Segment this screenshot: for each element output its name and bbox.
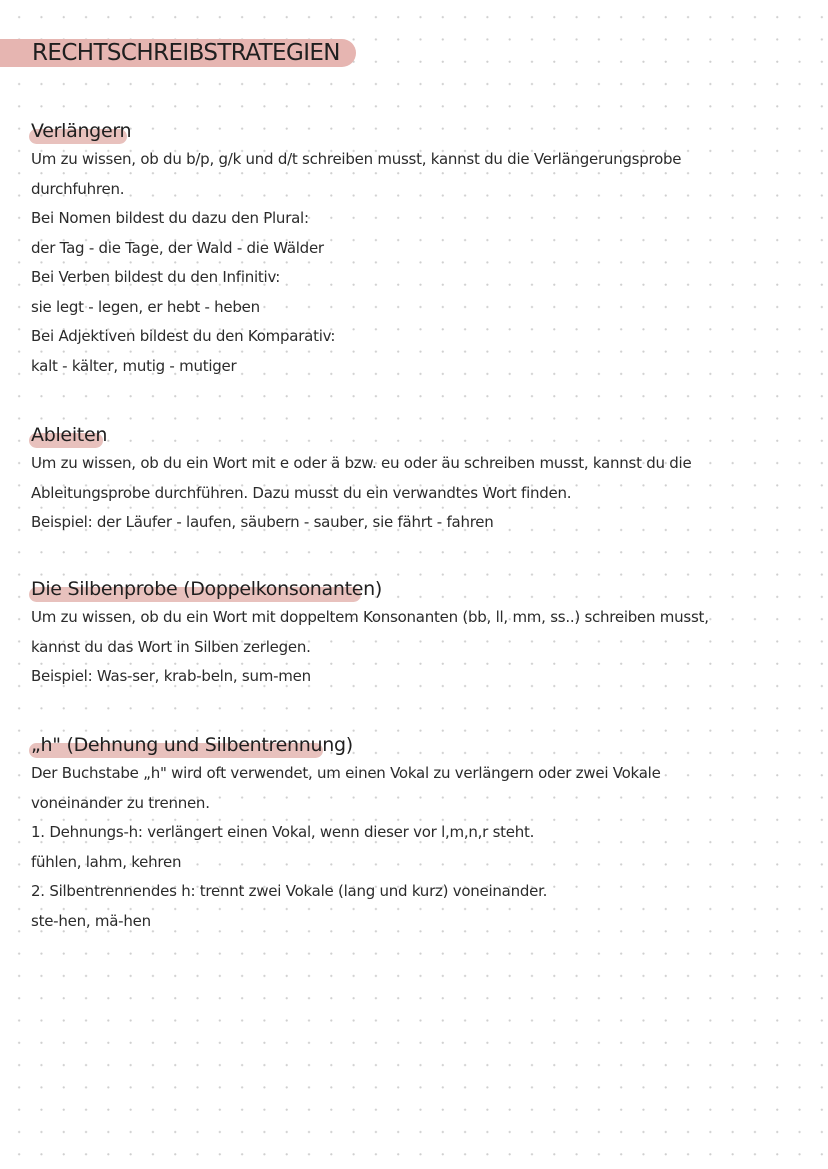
text-line: Bei Adjektiven bildest du den Komparativ: xyxy=(31,327,336,345)
text-line: Der Buchstabe „h" wird oft verwendet, um einen Vokal zu verlängern oder zwei Vokale xyxy=(31,764,661,782)
section-silbenprobe xyxy=(31,575,709,692)
section-heading-text: „h" (Dehnung und Silbentrennung) xyxy=(31,734,353,756)
text-line: Bei Nomen bildest du dazu den Plural: xyxy=(31,209,309,227)
text-line: der Tag - die Tage, der Wald - die Wälder xyxy=(31,238,324,257)
text-line: Ableitungsprobe durchführen. Dazu musst du ein verwandtes Wort finden. xyxy=(31,483,572,502)
text-line: ste-hen, mä-hen xyxy=(31,911,151,930)
text-line: 2. Silbentrennendes h: trennt zwei Vokale (lang und kurz) voneinander. xyxy=(31,882,548,900)
section-heading xyxy=(31,731,353,759)
text-line: kalt - kälter, mutig - mutiger xyxy=(31,356,237,375)
text-line: Bei Verben bildest du den Infinitiv: xyxy=(31,268,281,286)
text-line: 1. Dehnungs-h: verlängert einen Vokal, wenn dieser vor l,m,n,r steht. xyxy=(31,823,535,841)
text-line: kannst du das Wort in Silben zerlegen. xyxy=(31,637,311,656)
text-line: Um zu wissen, ob du b/p, g/k und d/t schreiben musst, kannst du die Verlängerungsprobe xyxy=(31,150,682,168)
text-line: Beispiel: der Läufer - laufen, säubern - sauber, sie fährt - fahren xyxy=(31,513,494,531)
page-title: RECHTSCHREIBSTRATEGIEN xyxy=(32,40,340,66)
page-title-block xyxy=(0,36,360,70)
section-verlaengern xyxy=(31,117,691,381)
text-line: sie legt - legen, er hebt - heben xyxy=(31,297,260,316)
section-heading xyxy=(31,575,382,603)
text-line: fühlen, lahm, kehren xyxy=(31,852,182,871)
section-heading-text: Verlängern xyxy=(31,120,132,142)
section-heading-text: Ableiten xyxy=(31,424,108,446)
section-heading xyxy=(31,117,131,145)
section-heading-text: Die Silbenprobe (Doppelkonsonanten) xyxy=(31,578,383,600)
section-dehnung xyxy=(31,731,691,936)
text-line: durchfuhren. xyxy=(31,179,125,198)
text-line: Um zu wissen, ob du ein Wort mit e oder ä bzw. eu oder äu schreiben musst, kannst du die xyxy=(31,454,692,472)
section-heading xyxy=(31,421,107,449)
text-line: Beispiel: Was-ser, krab-beln, sum-men xyxy=(31,667,311,685)
text-line: voneinander zu trennen. xyxy=(31,793,210,812)
text-line: Um zu wissen, ob du ein Wort mit doppeltem Konsonanten (bb, ll, mm, ss..) schreiben musst, xyxy=(31,608,709,626)
section-ableiten xyxy=(31,421,691,538)
